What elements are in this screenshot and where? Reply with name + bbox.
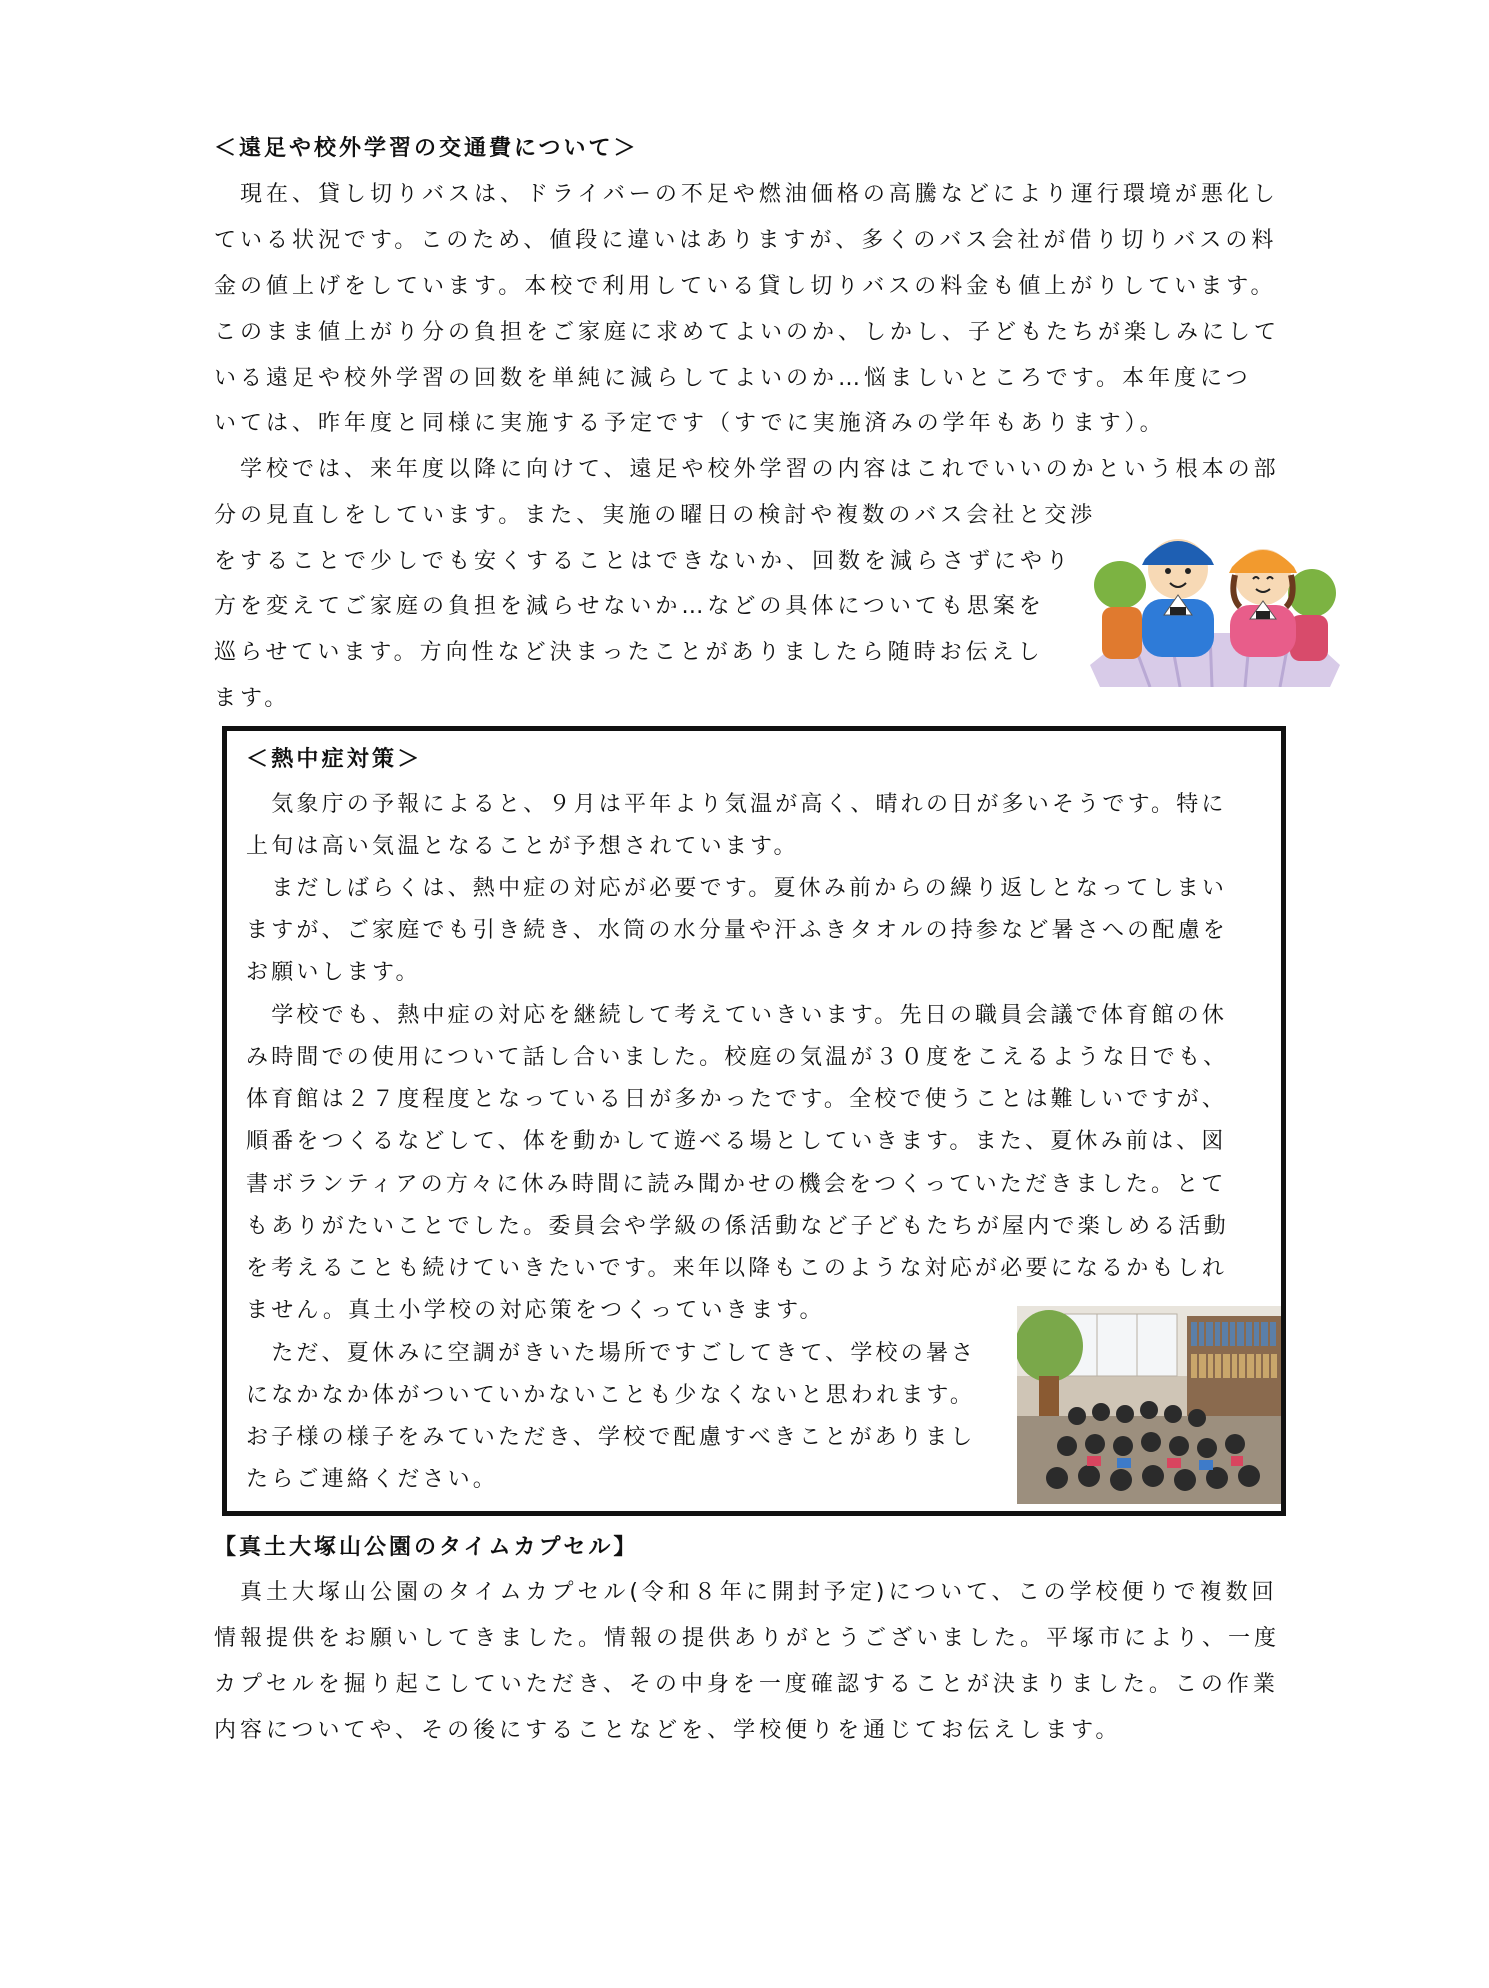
paragraph-line: ただ、夏休みに空調がきいた場所ですごしてきて、学校の暑さ <box>246 1341 977 1366</box>
section-heading-heatstroke: ＜熱中症対策＞ <box>246 747 423 772</box>
paragraph-line: 内容についてや、その後にすることなどを、学校便りを通じてお伝えします。 <box>214 1718 1122 1743</box>
paragraph-line: ません。真土小学校の対応策をつくっていきます。 <box>246 1298 825 1323</box>
paragraph-line: を考えることも続けていきたいです。来年以降もこのような対応が必要になるかもしれ <box>246 1256 1228 1281</box>
paragraph-line: 順番をつくるなどして、体を動かして遊べる場としていきます。また、夏休み前は、図 <box>246 1129 1227 1154</box>
section-heading-transport: ＜遠足や校外学習の交通費について＞ <box>214 136 639 161</box>
paragraph-line: み時間での使用について話し合いました。校庭の気温が３０度をこえるような日でも、 <box>246 1045 1229 1070</box>
paragraph-line: 体育館は２７度程度となっている日が多かったです。全校で使うことは難しいですが、 <box>246 1087 1228 1112</box>
children-picnic-illustration <box>1090 515 1340 687</box>
paragraph-line: ます。 <box>214 686 291 711</box>
paragraph-line: お子様の様子をみていただき、学校で配慮すべきことがありまし <box>246 1425 976 1450</box>
paragraph-line: カプセルを掘り起こしていただき、その中身を一度確認することが決まりました。この作業 <box>214 1672 1279 1697</box>
paragraph-line: まだしばらくは、熱中症の対応が必要です。夏休み前からの繰り返しとなってしまい <box>246 876 1228 901</box>
paragraph-line: 金の値上げをしています。本校で利用している貸し切りバスの料金も値上がりしています。 <box>214 274 1277 299</box>
paragraph-line: ますが、ご家庭でも引き続き、水筒の水分量や汗ふきタオルの持参など暑さへの配慮を <box>246 918 1228 943</box>
paragraph-line: たらご連絡ください。 <box>246 1467 499 1492</box>
paragraph-line: 学校では、来年度以降に向けて、遠足や校外学習の内容はこれでいいのかという根本の部 <box>214 457 1280 482</box>
paragraph-line: 分の見直しをしています。また、実施の曜日の検討や複数のバス会社と交渉 <box>214 503 1097 528</box>
paragraph-line: 気象庁の予報によると、９月は平年より気温が高く、晴れの日が多いそうです。特に <box>246 792 1227 817</box>
paragraph-line: 上旬は高い気温となることが予想されています。 <box>246 834 799 859</box>
paragraph-line: 真土大塚山公園のタイムカプセル(令和８年に開封予定)について、この学校便りで複数回 <box>214 1580 1278 1605</box>
paragraph-line: いては、昨年度と同様に実施する予定です（すでに実施済みの学年もあります）。 <box>214 411 1166 436</box>
library-reading-photo <box>1017 1306 1281 1504</box>
paragraph-line: 情報提供をお願いしてきました。情報の提供ありがとうございました。平塚市により、一度 <box>214 1626 1281 1651</box>
paragraph-line: 巡らせています。方向性など決まったことがありましたら随時お伝えし <box>214 640 1044 665</box>
paragraph-line: 現在、貸し切りバスは、ドライバーの不足や燃油価格の高騰などにより運行環境が悪化し <box>214 182 1279 207</box>
paragraph-line: 書ボランティアの方々に休み時間に読み聞かせの機会をつくっていただきました。とて <box>246 1172 1227 1197</box>
paragraph-line: になかなか体がついていかないことも少なくないと思われます。 <box>246 1383 976 1408</box>
section-heading-timecapsule: 【真土大塚山公園のタイムカプセル】 <box>214 1535 639 1560</box>
paragraph-line: お願いします。 <box>246 960 421 985</box>
paragraph-line: このまま値上がり分の負担をご家庭に求めてよいのか、しかし、子どもたちが楽しみにして <box>214 320 1281 345</box>
paragraph-line: 学校でも、熱中症の対応を継続して考えていきいます。先日の職員会議で体育館の休 <box>246 1003 1228 1028</box>
paragraph-line: ている状況です。このため、値段に違いはありますが、多くのバス会社が借り切りバスの料 <box>214 228 1278 253</box>
paragraph-line: もありがたいことでした。委員会や学級の係活動など子どもたちが屋内で楽しめる活動 <box>246 1214 1229 1239</box>
paragraph-line: をすることで少しでも安くすることはできないか、回数を減らさずにやり <box>214 549 1073 574</box>
paragraph-line: 方を変えてご家庭の負担を減らせないか…などの具体についても思案を <box>214 594 1045 619</box>
paragraph-line: いる遠足や校外学習の回数を単純に減らしてよいのか…悩ましいところです。本年度につ <box>214 366 1252 391</box>
